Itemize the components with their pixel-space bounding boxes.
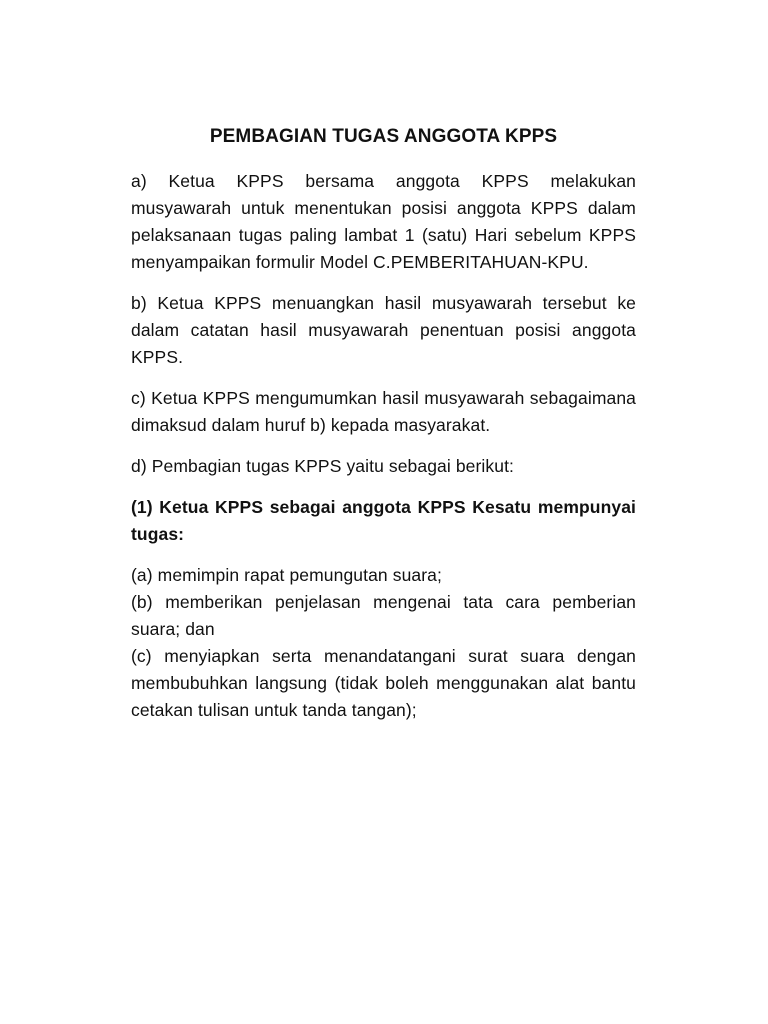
paragraph-b: b) Ketua KPPS menuangkan hasil musyawarah tersebut ke dalam catatan hasil musyawarah penentuan posisi anggota KPPS. [131, 293, 636, 367]
document-title: PEMBAGIAN TUGAS ANGGOTA KPPS [209, 126, 558, 147]
paragraph-a: a) Ketua KPPS bersama anggota KPPS melakukan musyawarah untuk menentukan posisi anggota KPPS dalam pelaksanaan tugas paling lambat 1 (satu) Hari sebelum KPPS menyampaikan formulir Model C.PEMBERITAHUAN-KPU. [131, 171, 636, 272]
paragraph-c: c) Ketua KPPS mengumumkan hasil musyawarah sebagaimana dimaksud dalam huruf b) kepada masyarakat. [131, 388, 636, 435]
document-page [131, 122, 636, 724]
duty-item-b: (b) memberikan penjelasan mengenai tata cara pemberian suara; dan [131, 592, 636, 639]
duty-item-a: (a) memimpin rapat pemungutan suara; [131, 565, 442, 585]
duty-item-c: (c) menyiapkan serta menandatangani surat suara dengan membubuhkan langsung (tidak boleh menggunakan alat bantu cetakan tulisan untuk tanda tangan); [131, 646, 636, 720]
section-heading-ketua: (1) Ketua KPPS sebagai anggota KPPS Kesatu mempunyai tugas: [131, 497, 636, 544]
paragraph-d: d) Pembagian tugas KPPS yaitu sebagai berikut: [131, 456, 515, 476]
